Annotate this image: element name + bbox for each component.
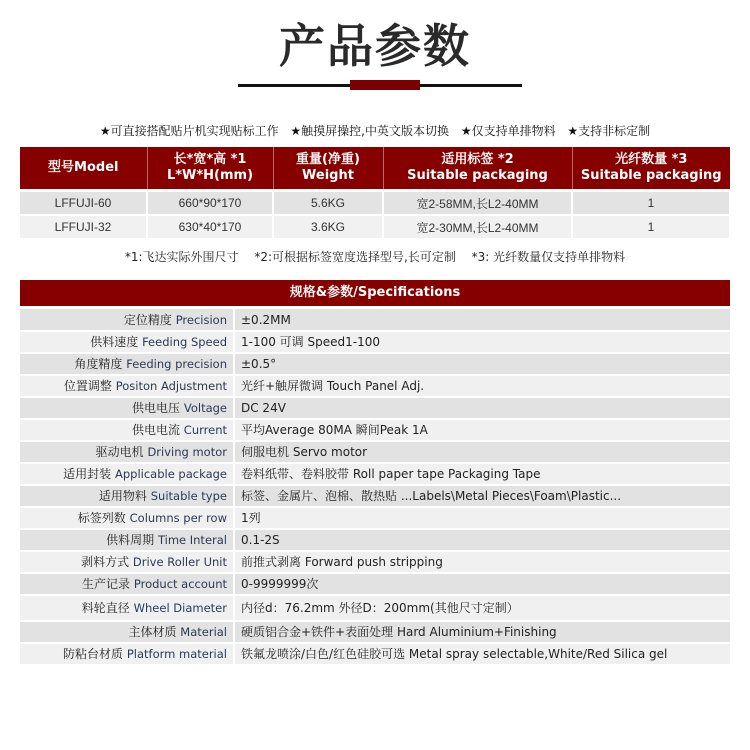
spec-key-zh: 供电电流 xyxy=(131,423,180,437)
spec-value-en: Metal spray selectable,White/Red Silica gel xyxy=(408,647,668,661)
spec-value-zh: ±0.2MM xyxy=(241,312,291,327)
spec-row xyxy=(20,595,730,621)
spec-key xyxy=(20,353,234,375)
footnote: *3: 光纤数量仅支持单排物料 xyxy=(471,250,626,264)
spec-key-en: Voltage xyxy=(183,401,227,415)
model-table xyxy=(20,147,731,238)
title-accent-bar xyxy=(350,80,420,90)
spec-key-zh: 标签列数 xyxy=(77,511,126,525)
model-table-header xyxy=(20,147,730,189)
spec-key xyxy=(20,507,234,529)
cell-model: LFFUJI-32 xyxy=(20,215,147,238)
cell-weight: 5.6KG xyxy=(273,192,383,215)
spec-value xyxy=(234,309,730,331)
spec-row xyxy=(20,643,730,665)
cell-weight: 3.6KG xyxy=(273,215,383,238)
spec-row xyxy=(20,331,730,353)
spec-key xyxy=(20,419,234,441)
spec-value-en: ...Labels\Metal Pieces\Foam\Plastic... xyxy=(400,489,622,503)
spec-key-zh: 生产记录 xyxy=(82,577,131,591)
spec-key xyxy=(20,485,234,507)
spec-value xyxy=(234,485,730,507)
spec-value-zh: ±0.5° xyxy=(241,357,277,371)
spec-value-zh: 内径d：76.2mm 外径D：200mm(其他尺寸定制） xyxy=(241,601,519,615)
spec-row xyxy=(20,463,730,485)
spec-table-header: 规格&参数/Specifications xyxy=(20,280,730,306)
spec-value-zh: 铁氟龙喷涂/白色/红色硅胶可选 xyxy=(241,647,406,661)
spec-value-en: Hard Aluminium+Finishing xyxy=(396,625,557,639)
spec-row xyxy=(20,397,730,419)
spec-key-en: Feeding Speed xyxy=(142,335,227,349)
cell-fiber-count: 1 xyxy=(572,192,730,215)
spec-key xyxy=(20,573,234,595)
spec-value-zh: 标签、金属片、泡棉、散热贴 xyxy=(241,489,398,503)
spec-key xyxy=(20,621,234,643)
spec-key-zh: 料轮直径 xyxy=(81,601,130,615)
spec-key-en: Material xyxy=(180,625,227,639)
spec-key-zh: 供电电压 xyxy=(132,401,181,415)
spec-key-zh: 剥料方式 xyxy=(81,555,130,569)
header-fiber-count: 光纤数量 *3 Suitable packaging xyxy=(572,147,730,189)
spec-key xyxy=(20,397,234,419)
spec-row xyxy=(20,621,730,643)
spec-value-zh: 1-100 可调 xyxy=(241,335,304,349)
spec-row xyxy=(20,507,730,529)
spec-value-zh: 前推式剥离 xyxy=(241,555,302,569)
spec-value xyxy=(234,441,730,463)
spec-row xyxy=(20,353,730,375)
spec-value-zh: 硬质铝合金+铁件+表面处理 xyxy=(241,625,394,639)
spec-value-zh: 0.1-2S xyxy=(241,533,280,547)
spec-key-en: Time Interal xyxy=(157,533,227,547)
header-dimensions: 长*宽*高 *1 L*W*H(mm) xyxy=(147,147,273,189)
spec-value xyxy=(234,397,730,419)
spec-value xyxy=(234,331,730,353)
spec-key-en: Wheel Diameter xyxy=(133,601,227,615)
spec-row xyxy=(20,309,730,331)
cell-label-size: 宽2-30MM,长L2-40MM xyxy=(383,215,572,238)
spec-value-en: Speed1-100 xyxy=(307,335,381,349)
spec-value xyxy=(234,573,730,595)
feature-item: ★触摸屏操控,中英文版本切换 xyxy=(290,124,449,138)
spec-row xyxy=(20,441,730,463)
footnote: *2:可根据标签宽度选择型号,长可定制 xyxy=(254,250,456,264)
feature-item: ★可直接搭配贴片机实现贴标工作 xyxy=(99,124,279,138)
spec-key-zh: 供料速度 xyxy=(90,335,139,349)
spec-row xyxy=(20,419,730,441)
spec-value-zh: 伺服电机 xyxy=(241,445,290,459)
spec-value-en: Roll paper tape Packaging Tape xyxy=(352,467,541,481)
spec-key-en: Positon Adjustment xyxy=(115,379,227,393)
spec-key-en: Product account xyxy=(133,577,227,591)
cell-dimensions: 630*40*170 xyxy=(147,215,273,238)
spec-key xyxy=(20,331,234,353)
spec-value xyxy=(234,507,730,529)
spec-key-en: Platform material xyxy=(126,647,227,661)
spec-key xyxy=(20,309,234,331)
spec-key-zh: 主体材质 xyxy=(128,625,177,639)
spec-key xyxy=(20,441,234,463)
feature-list xyxy=(0,122,750,140)
spec-value xyxy=(234,463,730,485)
spec-value xyxy=(234,621,730,643)
spec-value xyxy=(234,643,730,665)
spec-key xyxy=(20,595,234,621)
header-weight: 重量(净重) Weight xyxy=(273,147,383,189)
spec-key-en: Feeding precision xyxy=(126,357,227,371)
footnotes xyxy=(0,248,750,266)
spec-key xyxy=(20,529,234,551)
spec-key-zh: 定位精度 xyxy=(123,312,172,327)
cell-fiber-count: 1 xyxy=(572,215,730,238)
spec-key xyxy=(20,643,234,665)
cell-model: LFFUJI-60 xyxy=(20,192,147,215)
table-row xyxy=(20,192,730,215)
spec-value xyxy=(234,529,730,551)
spec-key-en: Applicable package xyxy=(114,467,227,481)
spec-value xyxy=(234,375,730,397)
table-row xyxy=(20,215,730,238)
spec-value-zh: 卷料纸带、卷料胶带 xyxy=(241,467,350,481)
spec-key-en: Current xyxy=(183,423,227,437)
spec-value-en: Forward push stripping xyxy=(304,555,443,569)
cell-label-size: 宽2-58MM,长L2-40MM xyxy=(383,192,572,215)
spec-key-zh: 位置调整 xyxy=(63,379,112,393)
spec-table xyxy=(20,309,730,666)
spec-value-zh: 平均Average 80MA 瞬间Peak 1A xyxy=(241,423,428,437)
spec-key-zh: 角度精度 xyxy=(74,357,123,371)
spec-key-en: Columns per row xyxy=(129,511,227,525)
feature-item: ★支持非标定制 xyxy=(567,124,651,138)
spec-key-zh: 防粘台材质 xyxy=(63,647,124,661)
footnote: *1:飞达实际外围尺寸 xyxy=(124,250,239,264)
spec-value-en: Touch Panel Adj. xyxy=(326,379,425,393)
spec-value xyxy=(234,551,730,573)
header-model: 型号Model xyxy=(20,147,147,189)
header-label-size: 适用标签 *2 Suitable packaging xyxy=(383,147,572,189)
spec-value-zh: 0-9999999次 xyxy=(241,577,319,591)
spec-row xyxy=(20,375,730,397)
spec-key-en: Precision xyxy=(175,312,227,327)
spec-key xyxy=(20,375,234,397)
spec-value xyxy=(234,353,730,375)
spec-key-zh: 供料周期 xyxy=(106,533,155,547)
spec-key-en: Driving motor xyxy=(147,445,227,459)
cell-dimensions: 660*90*170 xyxy=(147,192,273,215)
spec-row xyxy=(20,573,730,595)
spec-key-zh: 适用物料 xyxy=(98,489,147,503)
spec-row xyxy=(20,485,730,507)
spec-value-zh: DC 24V xyxy=(241,401,286,415)
spec-row xyxy=(20,529,730,551)
spec-value-en: Servo motor xyxy=(292,445,368,459)
spec-value xyxy=(234,419,730,441)
feature-item: ★仅支持单排物料 xyxy=(460,124,556,138)
spec-value xyxy=(234,595,730,621)
spec-key-en: Drive Roller Unit xyxy=(132,555,227,569)
spec-key-zh: 驱动电机 xyxy=(95,445,144,459)
spec-key xyxy=(20,551,234,573)
spec-value-zh: 1列 xyxy=(241,511,261,525)
page-title: 产品参数 xyxy=(279,19,471,73)
spec-key-en: Suitable type xyxy=(150,489,227,503)
spec-key-zh: 适用封装 xyxy=(63,467,112,481)
spec-row xyxy=(20,551,730,573)
spec-value-zh: 光纤+触屏微调 xyxy=(241,379,324,393)
spec-key xyxy=(20,463,234,485)
